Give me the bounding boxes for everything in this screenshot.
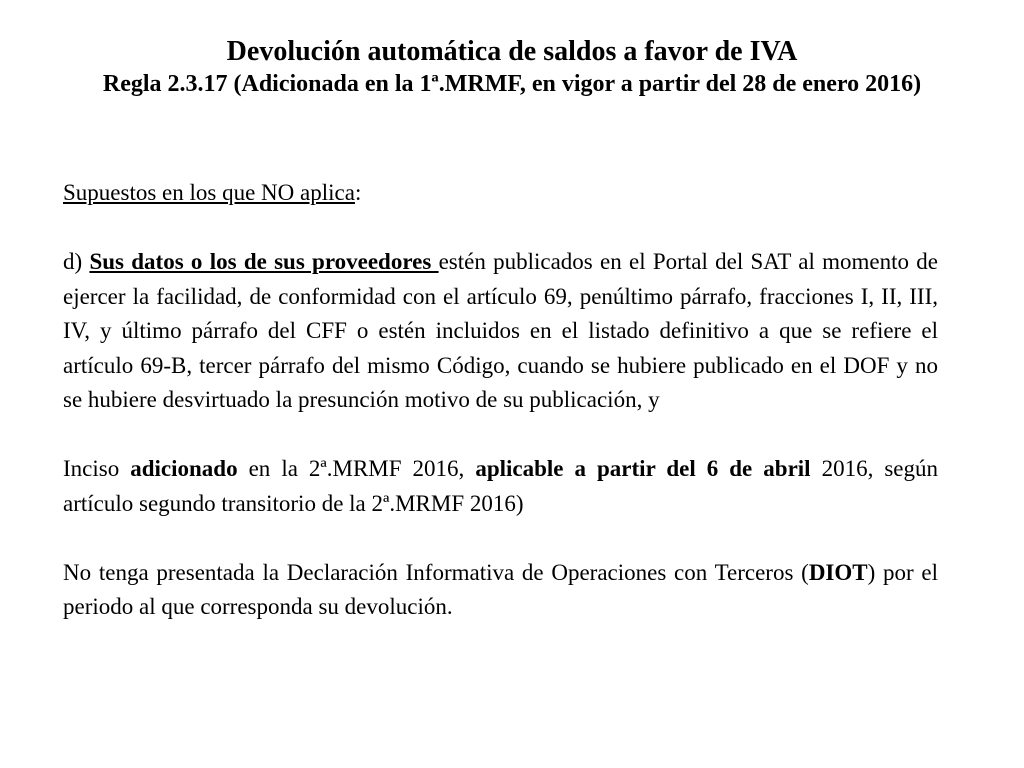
inciso-text-1: Inciso (63, 456, 131, 481)
paragraph-d-prefix: d) (63, 249, 90, 274)
diot-text-1: No tenga presentada la Declaración Informativa de Operaciones con Terceros ( (63, 559, 809, 585)
section-heading (63, 176, 938, 211)
paragraph-d-text: estén publicados en el Portal del SAT al momento de ejercer la facilidad, de conformidad con el artículo 69, penúltimo párrafo, fracciones I, II, III, IV, y último párrafo del CFF o estén incluidos en el listado definitivo a que se refiere el artículo 69-B, tercer párrafo del mismo Código, cuando se hubiere publicado en el DOF y no se hubiere desvirtuado la presunción motivo de su publicación, y (63, 249, 938, 412)
section-heading-colon: : (354, 180, 362, 205)
paragraph-d-emphasis: Sus datos o los de sus proveedores (89, 249, 439, 274)
paragraph-diot (63, 556, 938, 625)
paragraph-d (63, 245, 938, 418)
slide-title: Devolución automática de saldos a favor de IVA (226, 36, 798, 67)
diot-text-2: ) por el periodo al que corresponda su devolución. (63, 559, 938, 619)
slide-subtitle: Regla 2.3.17 (Adicionada en la 1ª.MRMF, en vigor a partir del 28 de enero 2016) (102, 71, 922, 97)
spacer (63, 211, 938, 246)
spacer (63, 521, 938, 556)
inciso-bold-adicionado: adicionado (130, 456, 238, 481)
spacer (63, 418, 938, 453)
inciso-text-2: en la 2ª.MRMF 2016, (237, 456, 476, 481)
inciso-text-3: 2016, según artículo segundo transitorio de la 2ª.MRMF 2016) (63, 456, 938, 516)
title-block (40, 36, 984, 101)
diot-bold: DIOT (808, 559, 868, 585)
body-text (63, 176, 938, 625)
section-heading-text: Supuestos en los que NO aplica (63, 180, 355, 205)
inciso-bold-aplicable: aplicable a partir del 6 de abril (475, 456, 811, 481)
paragraph-inciso (63, 452, 938, 521)
